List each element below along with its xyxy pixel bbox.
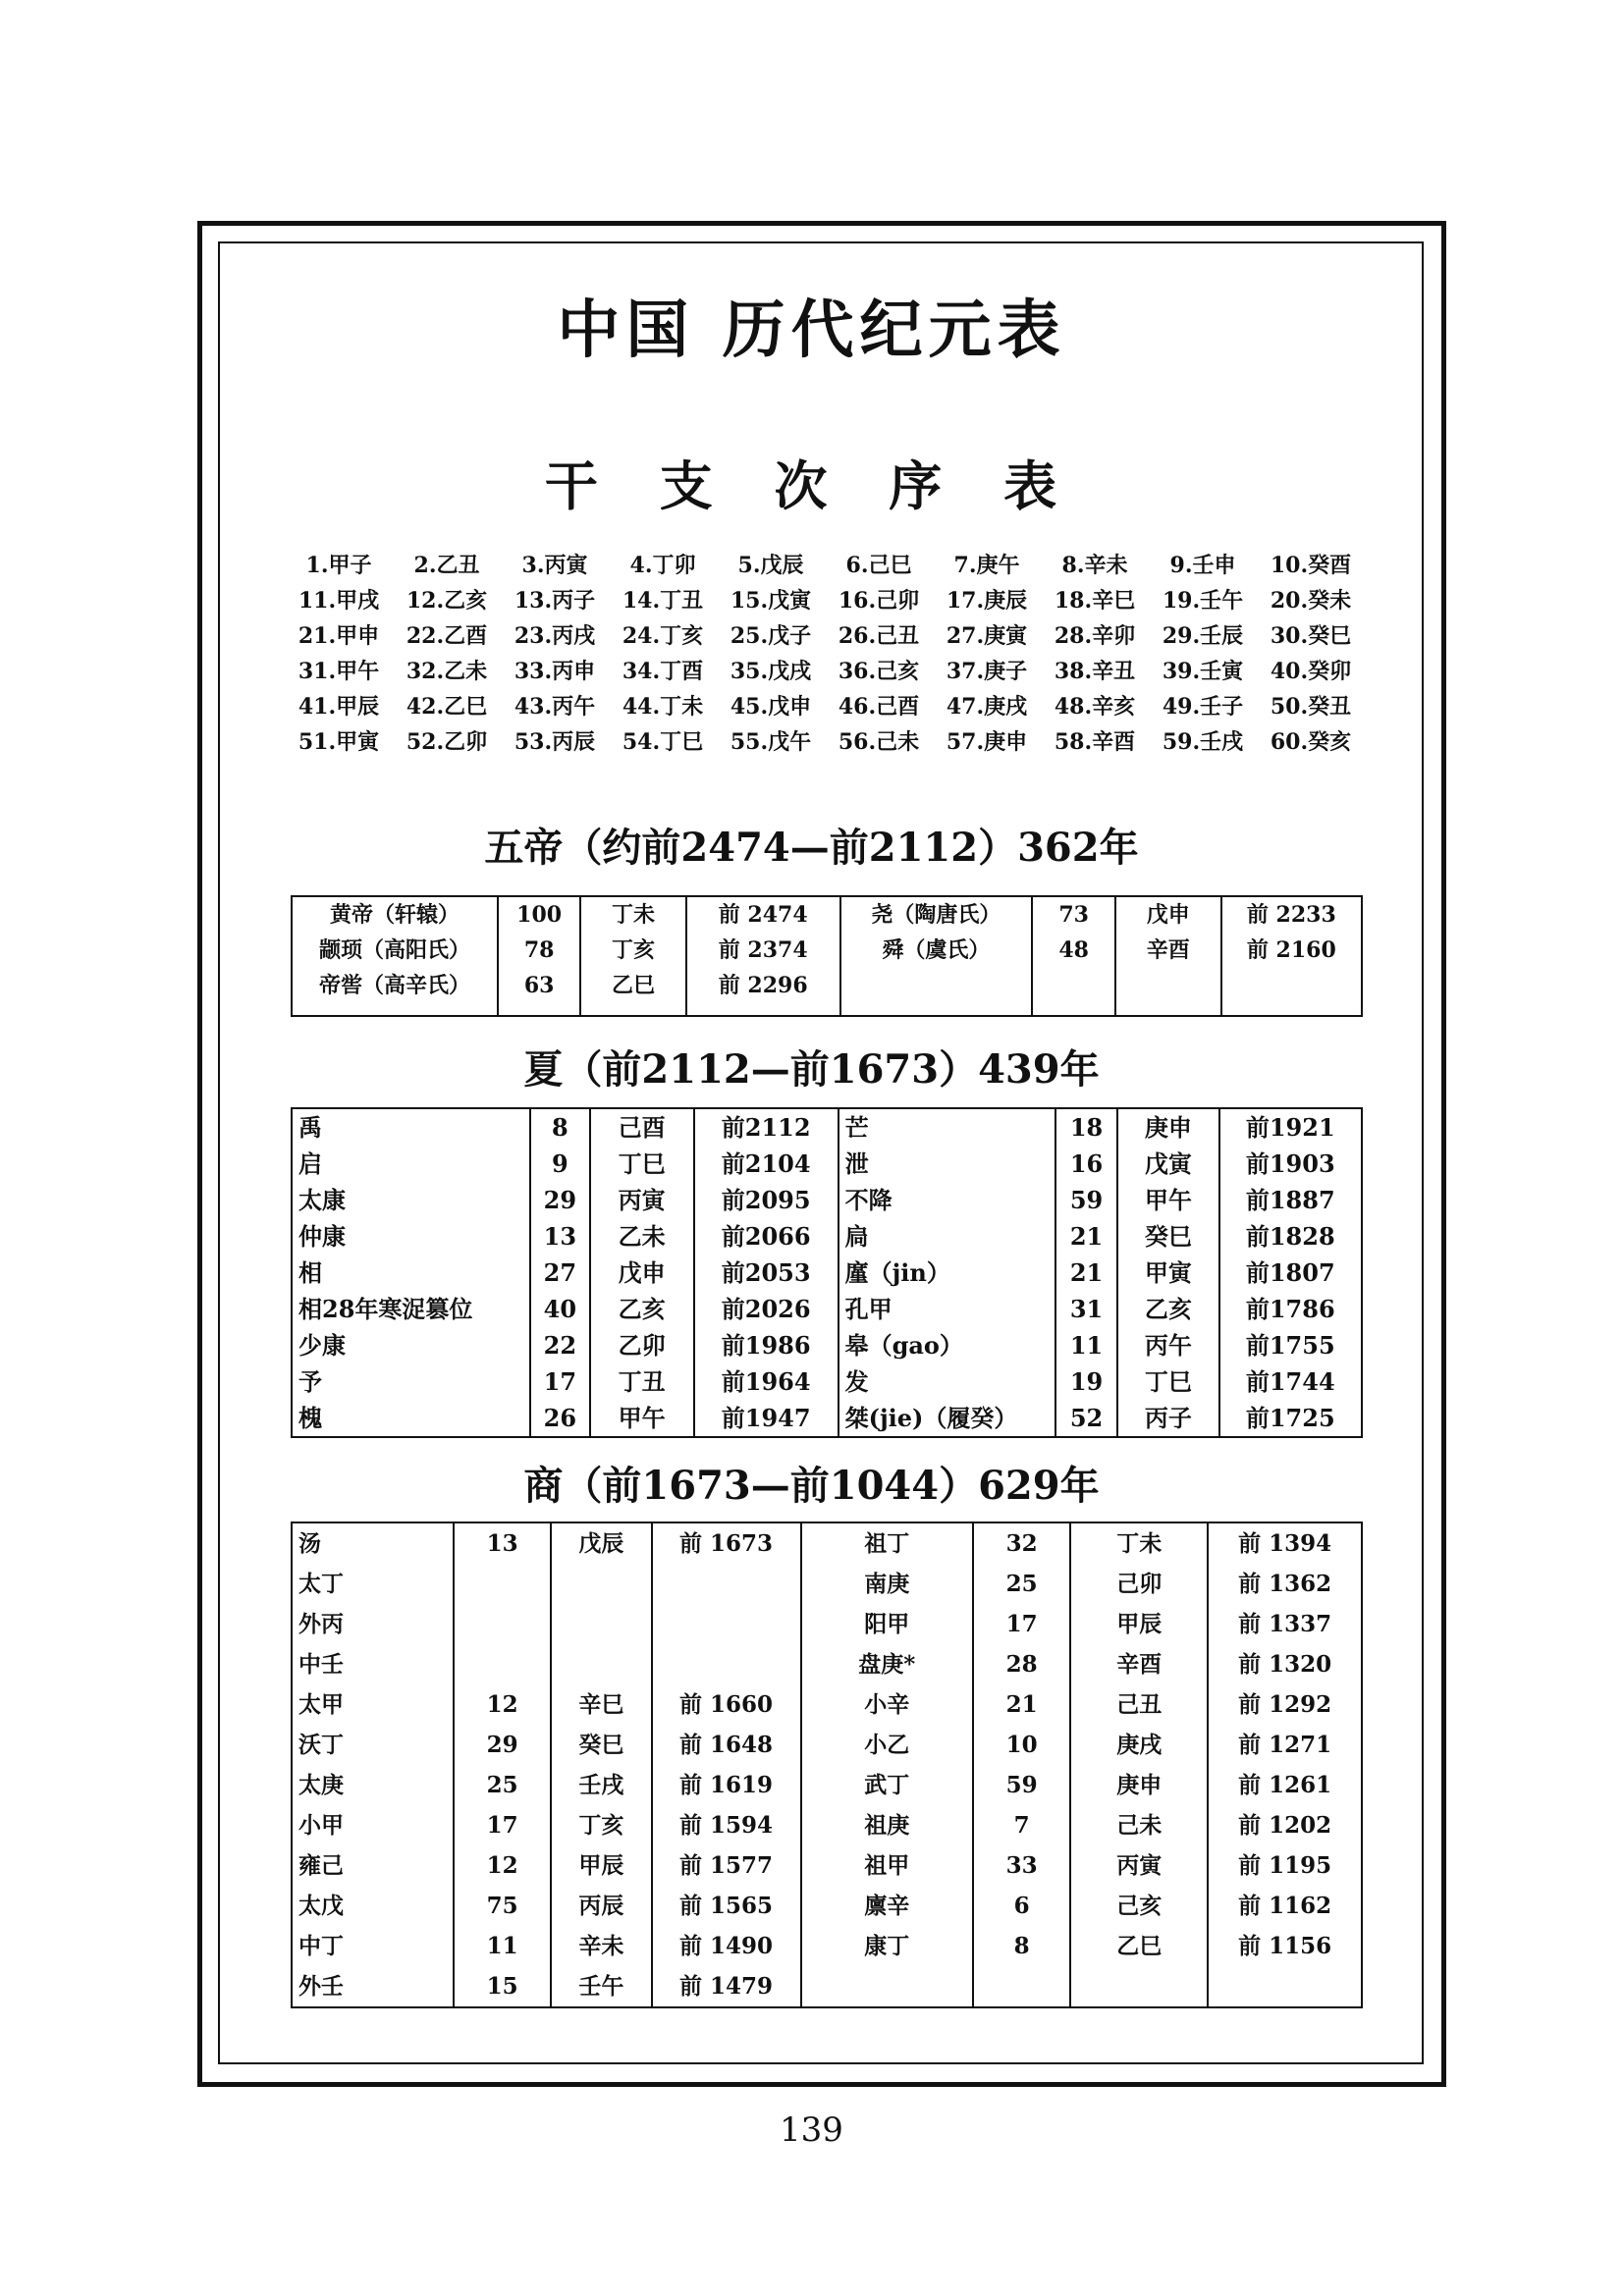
- shang-years-cell: [460, 1604, 544, 1644]
- shang-start-cell: 前 1337: [1238, 1611, 1332, 1637]
- shang-years-cell: 15: [486, 1973, 518, 2000]
- wudi-name-cell: 黄帝（轩辕）: [330, 902, 460, 928]
- ganzhi-item: 16.己卯: [838, 588, 920, 614]
- ganzhi-item: 13.丙子: [514, 588, 596, 614]
- wudi-ganzhi-cell: 丁未: [611, 902, 655, 928]
- shang-ganzhi-cell: 己亥: [1116, 1893, 1163, 1919]
- shang-ganzhi-cell: 戊辰: [578, 1530, 624, 1557]
- shang-ganzhi-cell: 辛巳: [578, 1691, 624, 1718]
- xia-start-cell: 前2112: [721, 1113, 811, 1142]
- shang-years-cell: 21: [1005, 1691, 1038, 1718]
- ganzhi-item: 24.丁亥: [622, 623, 704, 649]
- shang-name-cell: 祖丁: [864, 1530, 910, 1557]
- shang-col-left-years: [454, 1522, 551, 2007]
- xia-start-cell: 前1947: [721, 1404, 811, 1432]
- xia-start-cell: 前1744: [1245, 1367, 1335, 1396]
- shang-name-cell: 康丁: [864, 1933, 910, 1959]
- ganzhi-item: 34.丁酉: [622, 659, 704, 684]
- xia-col-right-start: [1219, 1108, 1362, 1437]
- ganzhi-item: 36.己亥: [838, 659, 920, 684]
- shang-years-cell: 6: [1013, 1893, 1030, 1919]
- xia-ganzhi-cell: 丁巳: [1144, 1367, 1192, 1396]
- shang-name-cell: 沃丁: [298, 1732, 344, 1758]
- xia-years-cell: 52: [1069, 1404, 1104, 1432]
- shang-ganzhi-cell: 丁未: [1116, 1530, 1163, 1557]
- xia-ganzhi-cell: 戊寅: [1144, 1149, 1192, 1178]
- shang-start-cell: 前 1362: [1238, 1571, 1332, 1597]
- xia-start-cell: 前1786: [1245, 1295, 1335, 1323]
- xia-start-cell: 前1807: [1245, 1258, 1335, 1287]
- xia-col-right-name: [839, 1108, 1055, 1437]
- wudi-col-right-name: [840, 896, 1033, 1016]
- shang-name-cell: 中壬: [298, 1651, 344, 1678]
- ganzhi-item: 5.戊辰: [737, 553, 804, 578]
- ganzhi-item: 12.乙亥: [406, 588, 488, 614]
- ganzhi-item: 47.庚戌: [946, 694, 1028, 720]
- ganzhi-item: 60.癸亥: [1270, 729, 1352, 755]
- xia-name-cell: 相28年寒浞篡位: [298, 1295, 473, 1323]
- shang-ganzhi-cell: 癸巳: [578, 1732, 624, 1758]
- xia-col-left-ganzhi: [590, 1108, 694, 1437]
- wudi-start-cell: 前 2474: [718, 902, 808, 928]
- shang-years-cell: 25: [486, 1772, 518, 1798]
- xia-years-cell: 19: [1069, 1367, 1104, 1396]
- shang-name-cell: 阳甲: [864, 1611, 910, 1637]
- wudi-table: [291, 895, 1363, 1017]
- ganzhi-item: 45.戊申: [730, 694, 812, 720]
- ganzhi-item: 48.辛亥: [1054, 694, 1136, 720]
- xia-name-cell: 槐: [298, 1404, 322, 1432]
- xia-name-cell: 发: [844, 1367, 869, 1396]
- ganzhi-item: 10.癸酉: [1270, 553, 1352, 578]
- ganzhi-item: 31.甲午: [298, 659, 380, 684]
- shang-start-cell: 前 1195: [1238, 1852, 1332, 1879]
- ganzhi-title: 干 支 次 序 表: [544, 454, 1079, 517]
- ganzhi-item: 46.己酉: [838, 694, 920, 720]
- ganzhi-item: 56.己未: [838, 729, 920, 755]
- xia-start-cell: 前1986: [721, 1331, 811, 1360]
- xia-ganzhi-cell: 甲午: [618, 1404, 666, 1432]
- shang-start-cell: 前 1660: [679, 1691, 774, 1718]
- xia-years-cell: 11: [1069, 1331, 1104, 1360]
- xia-years-cell: 59: [1069, 1186, 1104, 1214]
- shang-years-cell: 29: [486, 1732, 518, 1758]
- shang-name-cell: 雍己: [298, 1852, 344, 1879]
- shang-ganzhi-cell: [558, 1604, 644, 1644]
- ganzhi-item: 33.丙申: [514, 659, 596, 684]
- page-number: 139: [780, 2110, 843, 2150]
- shang-col-right-years: [973, 1522, 1070, 2007]
- shang-start-cell: 前 1565: [679, 1893, 774, 1919]
- wudi-heading: 五帝（约前2474—前2112）362年: [484, 825, 1139, 871]
- wudi-col-left-start: [686, 896, 840, 1016]
- shang-years-cell: 32: [1005, 1530, 1038, 1557]
- shang-ganzhi-cell: 己未: [1116, 1812, 1163, 1839]
- ganzhi-item: 6.己巳: [845, 553, 912, 578]
- shang-start-cell: 前 1673: [679, 1530, 774, 1557]
- ganzhi-item: 15.戊寅: [730, 588, 812, 614]
- xia-start-cell: 前2095: [721, 1186, 811, 1214]
- shang-name-cell: 太戊: [298, 1893, 344, 1919]
- ganzhi-item: 40.癸卯: [1270, 659, 1352, 684]
- shang-col-right-start: [1208, 1522, 1362, 2007]
- xia-name-cell: 少康: [298, 1331, 346, 1360]
- shang-ganzhi-cell: 己卯: [1116, 1571, 1163, 1597]
- shang-start-cell: 前 1271: [1238, 1732, 1332, 1758]
- shang-ganzhi-cell: 庚戌: [1116, 1732, 1163, 1758]
- xia-col-left-years: [530, 1108, 590, 1437]
- wudi-ganzhi-cell: 辛酉: [1146, 937, 1190, 963]
- shang-years-cell: 59: [1005, 1772, 1038, 1798]
- xia-ganzhi-cell: 甲午: [1144, 1186, 1192, 1214]
- shang-col-left-start: [652, 1522, 801, 2007]
- ganzhi-item: 11.甲戌: [298, 588, 380, 614]
- wudi-start-cell: 前 2160: [1246, 937, 1336, 963]
- ganzhi-item: 38.辛丑: [1054, 659, 1136, 684]
- xia-ganzhi-cell: 丁巳: [618, 1149, 666, 1178]
- shang-name-cell: 盘庚*: [858, 1651, 916, 1678]
- ganzhi-item: 19.壬午: [1162, 588, 1244, 614]
- shang-years-cell: 7: [1013, 1812, 1030, 1839]
- xia-table: [291, 1107, 1363, 1438]
- wudi-name-cell: 舜（虞氏）: [882, 937, 991, 963]
- shang-start-cell: 前 1394: [1238, 1530, 1332, 1557]
- ganzhi-item: 21.甲申: [298, 623, 380, 649]
- shang-name-cell: 太庚: [298, 1772, 344, 1798]
- ganzhi-item: 3.丙寅: [521, 553, 588, 578]
- wudi-years-cell: 78: [523, 937, 555, 963]
- ganzhi-item: 26.己丑: [838, 623, 920, 649]
- wudi-col-left-name: [292, 896, 498, 1016]
- shang-ganzhi-cell: 己丑: [1116, 1691, 1163, 1718]
- shang-ganzhi-cell: [558, 1644, 644, 1684]
- shang-years-cell: 75: [486, 1893, 518, 1919]
- xia-start-cell: 前1755: [1245, 1331, 1335, 1360]
- shang-years-cell: [460, 1564, 544, 1604]
- ganzhi-item: 29.壬辰: [1162, 623, 1244, 649]
- xia-name-cell: 孔甲: [844, 1295, 893, 1323]
- shang-start-cell: 前 1162: [1238, 1893, 1332, 1919]
- shang-name-cell: 中丁: [298, 1933, 344, 1959]
- xia-start-cell: 前2104: [721, 1149, 811, 1178]
- ganzhi-item: 59.壬戌: [1162, 729, 1244, 755]
- shang-start-cell: 前 1594: [679, 1812, 774, 1839]
- ganzhi-item: 57.庚申: [946, 729, 1028, 755]
- shang-years-cell: 10: [1005, 1732, 1038, 1758]
- wudi-years-cell: 73: [1058, 902, 1089, 928]
- xia-start-cell: 前1828: [1245, 1222, 1335, 1251]
- shang-col-right-ganzhi: [1070, 1522, 1208, 2007]
- xia-ganzhi-cell: 己酉: [618, 1113, 666, 1142]
- shang-years-cell: [460, 1644, 544, 1684]
- shang-start-cell: 前 1320: [1238, 1651, 1332, 1678]
- ganzhi-item: 58.辛酉: [1054, 729, 1136, 755]
- wudi-name-cell: 帝喾（高辛氏）: [319, 973, 471, 998]
- xia-ganzhi-cell: 戊申: [618, 1258, 666, 1287]
- xia-col-left-start: [694, 1108, 839, 1437]
- ganzhi-item: 22.乙酉: [406, 623, 488, 649]
- wudi-name-cell: 尧（陶唐氏）: [871, 902, 1001, 928]
- xia-start-cell: 前2066: [721, 1222, 811, 1251]
- shang-ganzhi-cell: [558, 1564, 644, 1604]
- xia-years-cell: 16: [1069, 1149, 1104, 1178]
- xia-col-right-years: [1055, 1108, 1117, 1437]
- ganzhi-item: 2.乙丑: [413, 553, 480, 578]
- shang-ganzhi-cell: 辛未: [578, 1933, 624, 1959]
- xia-years-cell: 31: [1069, 1295, 1104, 1323]
- xia-start-cell: 前1725: [1245, 1404, 1335, 1432]
- shang-start-cell: 前 1261: [1238, 1772, 1332, 1798]
- xia-years-cell: 13: [543, 1222, 577, 1251]
- ganzhi-item: 41.甲辰: [298, 694, 380, 720]
- xia-name-cell: 禹: [298, 1113, 322, 1142]
- shang-ganzhi-cell: 乙巳: [1116, 1933, 1163, 1959]
- shang-ganzhi-cell: 壬戌: [578, 1772, 624, 1798]
- wudi-col-left-ganzhi: [580, 896, 686, 1016]
- xia-years-cell: 27: [543, 1258, 577, 1287]
- ganzhi-item: 39.壬寅: [1162, 659, 1244, 684]
- ganzhi-item: 35.戊戌: [730, 659, 812, 684]
- ganzhi-item: 28.辛卯: [1054, 623, 1136, 649]
- wudi-col-right-years: [1032, 896, 1115, 1016]
- xia-ganzhi-cell: 乙未: [618, 1222, 666, 1251]
- shang-name-cell: 祖甲: [864, 1852, 910, 1879]
- shang-years-cell: 17: [486, 1812, 518, 1839]
- xia-name-cell: 芒: [844, 1113, 869, 1142]
- xia-col-right-ganzhi: [1117, 1108, 1218, 1437]
- shang-start-cell: 前 1577: [679, 1852, 774, 1879]
- xia-name-cell: 廑（jin）: [844, 1258, 950, 1287]
- ganzhi-item: 37.庚子: [946, 659, 1028, 684]
- shang-years-cell: 17: [1005, 1611, 1038, 1637]
- xia-start-cell: 前1903: [1245, 1149, 1335, 1178]
- shang-name-cell: 祖庚: [864, 1812, 910, 1839]
- ganzhi-item: 4.丁卯: [629, 553, 696, 578]
- shang-name-cell: 小甲: [298, 1812, 344, 1839]
- shang-ganzhi-cell: 甲辰: [1116, 1611, 1163, 1637]
- ganzhi-item: 43.丙午: [514, 694, 596, 720]
- ganzhi-item: 23.丙戌: [514, 623, 596, 649]
- ganzhi-item: 1.甲子: [305, 553, 372, 578]
- ganzhi-item: 42.乙巳: [406, 694, 488, 720]
- ganzhi-item: 44.丁未: [622, 694, 704, 720]
- shang-ganzhi-cell: 辛酉: [1116, 1651, 1163, 1678]
- shang-ganzhi-cell: 壬午: [578, 1973, 624, 2000]
- xia-col-left-name: [292, 1108, 530, 1437]
- shang-ganzhi-cell: 丙辰: [578, 1893, 624, 1919]
- shang-ganzhi-cell: 甲辰: [578, 1852, 624, 1879]
- wudi-start-cell: 前 2296: [718, 973, 808, 998]
- xia-name-cell: 泄: [844, 1149, 869, 1178]
- wudi-years-cell: 63: [523, 973, 555, 998]
- ganzhi-item: 30.癸巳: [1270, 623, 1352, 649]
- xia-ganzhi-cell: 丙午: [1144, 1331, 1192, 1360]
- shang-start-cell: 前 1619: [679, 1772, 774, 1798]
- shang-heading: 商（前1673—前1044）629年: [523, 1463, 1100, 1509]
- shang-col-left-name: [292, 1522, 454, 2007]
- xia-name-cell: 启: [298, 1149, 322, 1178]
- ganzhi-item: 7.庚午: [953, 553, 1020, 578]
- xia-name-cell: 太康: [298, 1186, 346, 1214]
- shang-col-left-ganzhi: [551, 1522, 651, 2007]
- xia-ganzhi-cell: 乙卯: [618, 1331, 666, 1360]
- xia-ganzhi-cell: 乙亥: [1144, 1295, 1192, 1323]
- shang-start-cell: [659, 1604, 794, 1644]
- shang-ganzhi-cell: 庚申: [1116, 1772, 1163, 1798]
- wudi-col-right-ganzhi: [1115, 896, 1221, 1016]
- wudi-ganzhi-cell: 丁亥: [611, 937, 655, 963]
- ganzhi-table: [285, 550, 1365, 758]
- shang-name-cell: 太丁: [298, 1571, 344, 1597]
- shang-name-cell: 外壬: [298, 1973, 344, 2000]
- xia-name-cell: 扃: [844, 1222, 869, 1251]
- shang-years-cell: 25: [1005, 1571, 1038, 1597]
- xia-ganzhi-cell: 丁丑: [618, 1367, 666, 1396]
- shang-name-cell: 廪辛: [864, 1893, 910, 1919]
- shang-years-cell: 28: [1005, 1651, 1038, 1678]
- shang-years-cell: 33: [1005, 1852, 1038, 1879]
- xia-ganzhi-cell: 乙亥: [618, 1295, 666, 1323]
- shang-years-cell: 8: [1013, 1933, 1030, 1959]
- wudi-start-cell: 前 2233: [1246, 902, 1336, 928]
- xia-years-cell: 21: [1069, 1258, 1104, 1287]
- wudi-col-right-start: [1221, 896, 1362, 1016]
- shang-name-cell: 太甲: [298, 1691, 344, 1718]
- ganzhi-item: 52.乙卯: [406, 729, 488, 755]
- shang-years-cell: 11: [486, 1933, 518, 1959]
- shang-name-cell: 小乙: [864, 1732, 910, 1758]
- shang-name-cell: 武丁: [864, 1772, 910, 1798]
- shang-start-cell: 前 1479: [679, 1973, 774, 2000]
- xia-years-cell: 17: [543, 1367, 577, 1396]
- xia-years-cell: 18: [1069, 1113, 1104, 1142]
- xia-name-cell: 桀(jie)（履癸）: [844, 1404, 1018, 1432]
- shang-start-cell: 前 1156: [1238, 1933, 1332, 1959]
- xia-years-cell: 40: [543, 1295, 577, 1323]
- xia-years-cell: 9: [551, 1149, 568, 1178]
- ganzhi-item: 8.辛未: [1061, 553, 1128, 578]
- xia-name-cell: 仲康: [298, 1222, 346, 1251]
- ganzhi-item: 51.甲寅: [298, 729, 380, 755]
- shang-start-cell: [659, 1564, 794, 1604]
- xia-ganzhi-cell: 庚申: [1144, 1113, 1192, 1142]
- wudi-start-cell: 前 2374: [718, 937, 808, 963]
- xia-ganzhi-cell: 丙子: [1144, 1404, 1192, 1432]
- ganzhi-item: 27.庚寅: [946, 623, 1028, 649]
- wudi-name-cell: 颛顼（高阳氏）: [319, 937, 471, 963]
- shang-ganzhi-cell: 丁亥: [578, 1812, 624, 1839]
- shang-name-cell: 小辛: [864, 1691, 910, 1718]
- ganzhi-item: 25.戊子: [730, 623, 812, 649]
- xia-ganzhi-cell: 甲寅: [1144, 1258, 1192, 1287]
- xia-start-cell: 前2053: [721, 1258, 811, 1287]
- shang-name-cell: 汤: [298, 1530, 321, 1557]
- xia-name-cell: 皋（gao）: [844, 1331, 963, 1360]
- ganzhi-item: 18.辛巳: [1054, 588, 1136, 614]
- wudi-col-left-years: [498, 896, 580, 1016]
- xia-ganzhi-cell: 癸巳: [1144, 1222, 1192, 1251]
- xia-years-cell: 8: [551, 1113, 568, 1142]
- shang-start-cell: [659, 1644, 794, 1684]
- xia-start-cell: 前1887: [1245, 1186, 1335, 1214]
- xia-heading: 夏（前2112—前1673）439年: [523, 1046, 1100, 1093]
- xia-name-cell: 不降: [844, 1186, 893, 1214]
- xia-name-cell: 相: [298, 1258, 322, 1287]
- shang-years-cell: 12: [486, 1691, 518, 1718]
- shang-table: [291, 1522, 1363, 2008]
- wudi-years-cell: 48: [1058, 937, 1089, 963]
- shang-start-cell: 前 1648: [679, 1732, 774, 1758]
- shang-ganzhi-cell: 丙寅: [1116, 1852, 1163, 1879]
- xia-years-cell: 26: [543, 1404, 577, 1432]
- shang-start-cell: 前 1292: [1238, 1691, 1332, 1718]
- shang-start-cell: 前 1490: [679, 1933, 774, 1959]
- xia-start-cell: 前1921: [1245, 1113, 1335, 1142]
- xia-name-cell: 予: [298, 1367, 322, 1396]
- wudi-ganzhi-cell: 戊申: [1146, 902, 1190, 928]
- ganzhi-item: 50.癸丑: [1270, 694, 1352, 720]
- shang-years-cell: 13: [486, 1530, 518, 1557]
- ganzhi-item: 49.壬子: [1162, 694, 1244, 720]
- ganzhi-item: 53.丙辰: [514, 729, 596, 755]
- ganzhi-item: 54.丁巳: [622, 729, 704, 755]
- xia-start-cell: 前1964: [721, 1367, 811, 1396]
- wudi-years-cell: 100: [516, 902, 563, 928]
- shang-start-cell: 前 1202: [1238, 1812, 1332, 1839]
- wudi-ganzhi-cell: 乙巳: [611, 973, 655, 998]
- xia-start-cell: 前2026: [721, 1295, 811, 1323]
- xia-years-cell: 21: [1069, 1222, 1104, 1251]
- xia-ganzhi-cell: 丙寅: [618, 1186, 666, 1214]
- ganzhi-item: 17.庚辰: [946, 588, 1028, 614]
- page-title: 中国 历代纪元表: [557, 294, 1066, 367]
- shang-name-cell: 南庚: [864, 1571, 910, 1597]
- shang-years-cell: 12: [486, 1852, 518, 1879]
- xia-years-cell: 29: [543, 1186, 577, 1214]
- shang-name-cell: 外丙: [298, 1611, 344, 1637]
- ganzhi-item: 20.癸未: [1270, 588, 1352, 614]
- ganzhi-item: 14.丁丑: [622, 588, 704, 614]
- ganzhi-item: 9.壬申: [1169, 553, 1236, 578]
- xia-years-cell: 22: [543, 1331, 577, 1360]
- shang-col-right-name: [801, 1522, 973, 2007]
- ganzhi-item: 32.乙未: [406, 659, 488, 684]
- ganzhi-item: 55.戊午: [730, 729, 812, 755]
